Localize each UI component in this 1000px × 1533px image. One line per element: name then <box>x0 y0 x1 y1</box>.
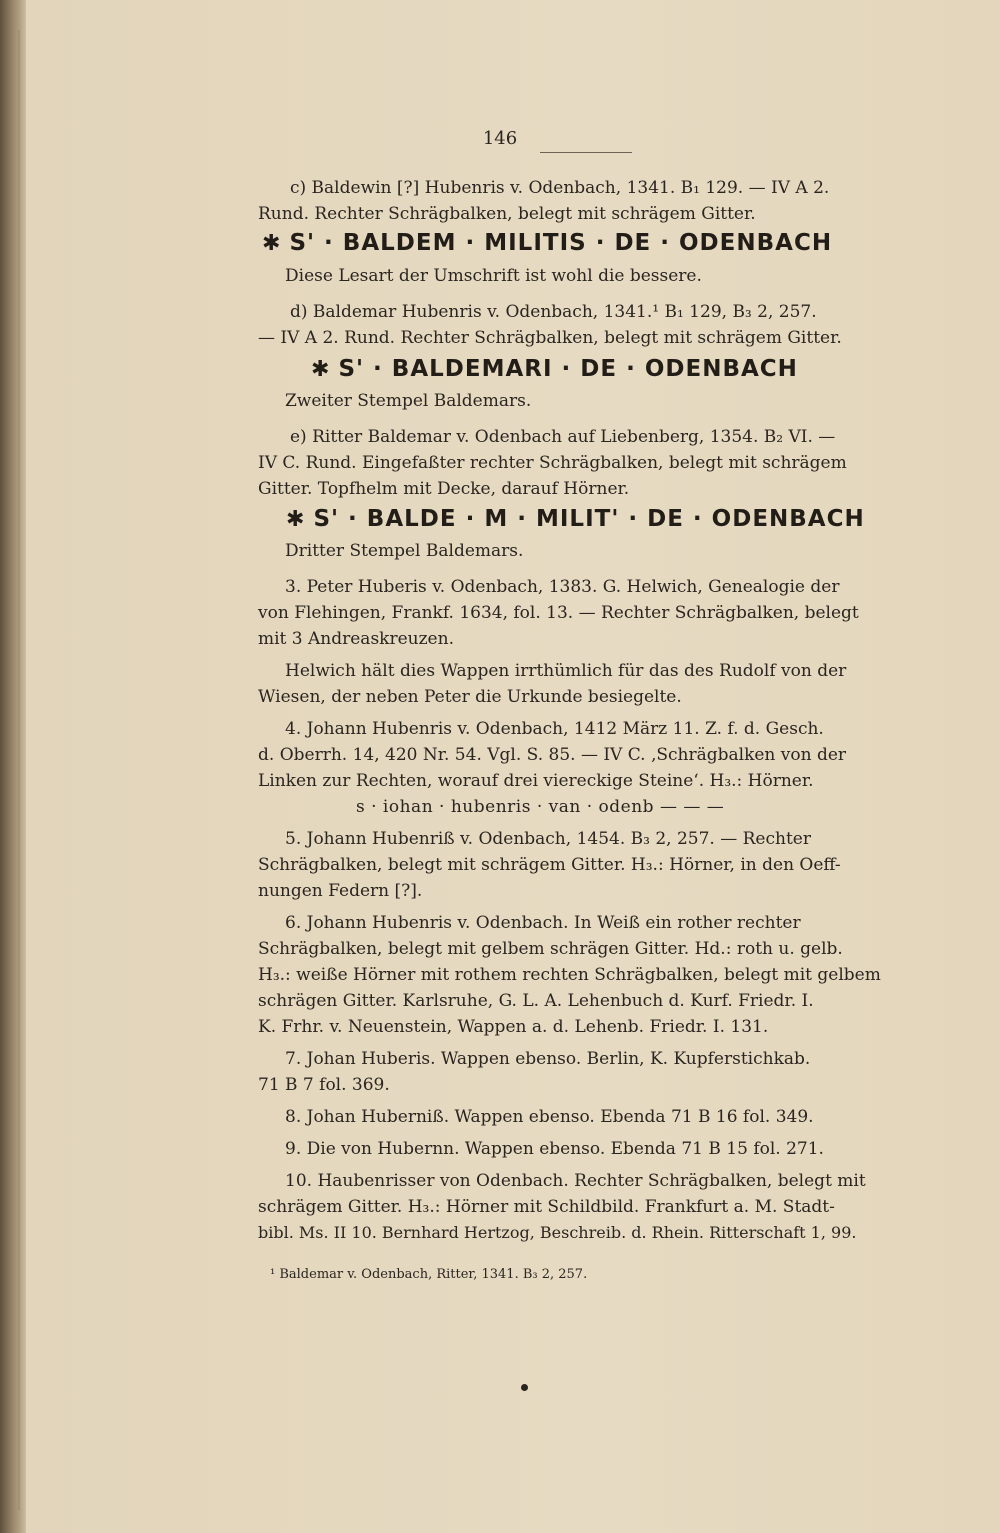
cross-star-icon: ✱ <box>262 231 282 256</box>
seal-inscription-text: S' · BALDE · M · MILIT' · DE · ODENBACH <box>313 506 865 532</box>
text-line: 5. Johann Hubenriß v. Odenbach, 1454. B₃ 2, 257. — Rechter <box>285 829 811 849</box>
seal-inscription <box>311 356 798 382</box>
seal-inscription-text: S' · BALDEM · MILITIS · DE · ODENBACH <box>289 230 833 256</box>
page-number: 146 <box>482 128 518 149</box>
text-line: 9. Die von Hubernn. Wappen ebenso. Ebenda 71 B 15 fol. 271. <box>285 1139 824 1159</box>
binding-edge <box>18 30 20 1510</box>
text-line: 4. Johann Hubenris v. Odenbach, 1412 März 11. Z. f. d. Gesch. <box>285 719 824 739</box>
text-line: Dritter Stempel Baldemars. <box>285 541 524 561</box>
text-line: bibl. Ms. II 10. Bernhard Hertzog, Beschreib. d. Rhein. Ritterschaft 1, 99. <box>258 1223 857 1242</box>
book-binding <box>0 0 26 1533</box>
text-line: schrägem Gitter. H₃.: Hörner mit Schildbild. Frankfurt a. M. Stadt- <box>258 1197 835 1217</box>
text-line: Rund. Rechter Schrägbalken, belegt mit schrägem Gitter. <box>258 204 756 224</box>
text-line: nungen Federn [?]. <box>258 881 423 901</box>
text-line: 3. Peter Huberis v. Odenbach, 1383. G. Helwich, Genealogie der <box>285 577 840 597</box>
seal-inscription-minuscule: s · iohan · hubenris · van · odenb — — — <box>356 797 725 817</box>
header-rule <box>540 152 632 153</box>
seal-inscription <box>286 506 865 532</box>
text-line: c) Baldewin [?] Hubenris v. Odenbach, 1341. B₁ 129. — IV A 2. <box>290 178 830 198</box>
text-line: Linken zur Rechten, worauf drei viereckige Steine‘. H₃.: Hörner. <box>258 771 814 791</box>
ink-dot <box>521 1384 528 1391</box>
seal-inscription-text: S' · BALDEMARI · DE · ODENBACH <box>338 356 798 382</box>
cross-star-icon: ✱ <box>286 507 306 532</box>
text-line: Helwich hält dies Wappen irrthümlich für das des Rudolf von der <box>285 661 847 681</box>
cross-star-icon: ✱ <box>311 357 331 382</box>
text-line: H₃.: weiße Hörner mit rothem rechten Schrägbalken, belegt mit gelbem <box>258 965 881 985</box>
text-line: von Flehingen, Frankf. 1634, fol. 13. — Rechter Schrägbalken, belegt <box>258 603 859 623</box>
text-line: 7. Johan Huberis. Wappen ebenso. Berlin, K. Kupferstichkab. <box>285 1049 811 1069</box>
text-line: mit 3 Andreaskreuzen. <box>258 629 454 649</box>
text-line: Diese Lesart der Umschrift ist wohl die bessere. <box>285 266 702 286</box>
text-line: 10. Haubenrisser von Odenbach. Rechter Schrägbalken, belegt mit <box>285 1171 866 1191</box>
text-line: schrägen Gitter. Karlsruhe, G. L. A. Lehenbuch d. Kurf. Friedr. I. <box>258 991 814 1011</box>
footnote: ¹ Baldemar v. Odenbach, Ritter, 1341. B₃ 2, 257. <box>270 1267 588 1282</box>
text-line: Schrägbalken, belegt mit schrägem Gitter. H₃.: Hörner, in den Oeff- <box>258 855 841 875</box>
text-line: IV C. Rund. Eingefaßter rechter Schrägbalken, belegt mit schrägem <box>258 453 847 473</box>
text-line: K. Frhr. v. Neuenstein, Wappen a. d. Lehenb. Friedr. I. 131. <box>258 1017 769 1037</box>
text-line: d) Baldemar Hubenris v. Odenbach, 1341.¹ B₁ 129, B₃ 2, 257. <box>290 302 817 322</box>
text-line: — IV A 2. Rund. Rechter Schrägbalken, belegt mit schrägem Gitter. <box>258 328 842 348</box>
text-line: 71 B 7 fol. 369. <box>258 1075 390 1095</box>
text-line: Wiesen, der neben Peter die Urkunde besiegelte. <box>258 687 682 707</box>
text-line: Gitter. Topfhelm mit Decke, darauf Hörner. <box>258 479 630 499</box>
text-line: Schrägbalken, belegt mit gelbem schrägen Gitter. Hd.: roth u. gelb. <box>258 939 843 959</box>
text-line: e) Ritter Baldemar v. Odenbach auf Liebenberg, 1354. B₂ VI. — <box>290 427 836 447</box>
text-line: 6. Johann Hubenris v. Odenbach. In Weiß ein rother rechter <box>285 913 801 933</box>
seal-inscription <box>262 230 832 256</box>
text-line: 8. Johan Huberniß. Wappen ebenso. Ebenda 71 B 16 fol. 349. <box>285 1107 814 1127</box>
text-line: d. Oberrh. 14, 420 Nr. 54. Vgl. S. 85. — IV C. ‚Schrägbalken von der <box>258 745 847 765</box>
text-line: Zweiter Stempel Baldemars. <box>285 391 532 411</box>
